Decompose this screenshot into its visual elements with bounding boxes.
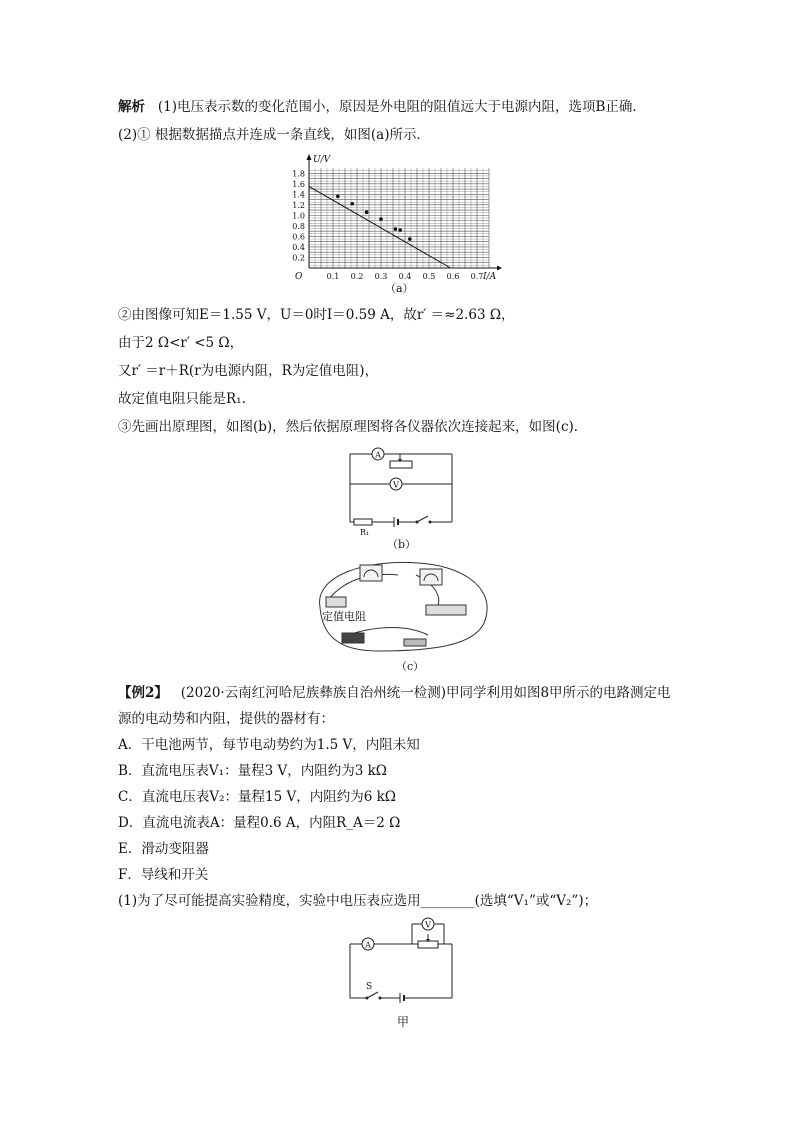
figure-8-caption: 甲 [397, 1015, 410, 1029]
rheostat-icon [390, 461, 412, 468]
analysis-line-4: 由于2 Ω<r′ <5 Ω， [118, 335, 244, 351]
switch-label: S [366, 982, 373, 992]
example-text-1: (2020·云南红河哈尼族彝族自治州统一检测)甲同学利用如图8甲所示的电路测定电 [180, 685, 671, 701]
u-i-chart [285, 150, 525, 295]
ammeter-device-icon [420, 569, 442, 585]
y-tick-label: 1.8 [292, 169, 305, 179]
question-1: (1)为了尽可能提高实验精度，实验中电压表应选用________(选填“V₁”或“V₂”)； [118, 893, 598, 909]
y-tick-label: 1.0 [292, 211, 305, 221]
option-a: A．干电池两节，每节电动势约为1.5 V，内阻未知 [118, 737, 420, 753]
data-point [336, 195, 340, 199]
figure-8-circuit [340, 912, 460, 1016]
y-tick-label: 1.2 [292, 200, 305, 210]
analysis-line-2: (2)① 根据数据描点并连成一条直线，如图(a)所示． [118, 127, 430, 143]
figure-c-wiring [308, 555, 498, 659]
y-tick-label: 1.4 [292, 190, 305, 200]
x-tick-label: 0.3 [374, 272, 388, 281]
switch-icon [367, 992, 378, 998]
ammeter-label: A [375, 450, 381, 460]
y-axis-arrow [307, 154, 312, 160]
y-tick-label: 0.6 [292, 232, 305, 242]
data-point [408, 237, 412, 241]
option-c: C．直流电压表V₂：量程15 V，内阻约为6 kΩ [118, 789, 396, 805]
figure-a-caption: （a） [385, 282, 414, 295]
x-tick-label: 0.6 [446, 272, 460, 281]
resistor-r1-icon [354, 519, 372, 525]
data-point [398, 228, 402, 232]
x-tick-label: 0.1 [326, 272, 340, 281]
switch-device-icon [404, 639, 426, 646]
battery-device-icon [326, 597, 346, 607]
origin-label: O [295, 272, 303, 282]
voltmeter-label: V [393, 480, 399, 490]
y-tick-label: 0.4 [292, 242, 305, 252]
option-f: F．导线和开关 [118, 867, 209, 883]
fig8-ammeter-label: A [365, 940, 371, 950]
analysis-text-1: (1)电压表示数的变化范围小，原因是外电阻的阻值远大于电源内阻，选项B正确． [157, 99, 646, 115]
example-line-2: 源的电动势和内阻，提供的器材有： [118, 711, 334, 727]
y-tick-label: 0.8 [292, 221, 305, 231]
data-point [394, 227, 398, 231]
voltmeter-device-icon [360, 565, 382, 581]
example-line-1 [118, 684, 671, 702]
wiring-drawing [308, 555, 498, 655]
analysis-line-7: ③先画出原理图，如图(b)，然后依据原理图将各仪器依次连接起来，如图(c)． [118, 419, 588, 435]
analysis-line-3: ②由图像可知E＝1.55 V，U＝0时I＝0.59 A，故r′ ＝≈2.63 Ω， [118, 307, 515, 323]
r1-label: R₁ [360, 528, 370, 537]
analysis-line-1 [118, 98, 646, 116]
fixed-resistor-label: 定值电阻 [322, 610, 366, 623]
fig8-voltmeter-label: V [425, 920, 431, 930]
x-tick-label: 0.5 [422, 272, 436, 281]
data-point [379, 217, 383, 221]
resistor-device-icon [342, 633, 364, 643]
figure-a-chart [285, 150, 525, 299]
x-axis-arrow [497, 266, 502, 271]
x-tick-label: 0.4 [398, 272, 412, 281]
x-tick-label: 0.2 [350, 272, 364, 281]
switch-icon [417, 516, 428, 522]
analysis-line-6: 故定值电阻只能是R₁. [118, 391, 246, 407]
analysis-line-5: 又r′ ＝r＋R(r为电源内阻，R为定值电阻)， [118, 363, 379, 379]
option-b: B．直流电压表V₁：量程3 V，内阻约为3 kΩ [118, 763, 387, 779]
figure-b-caption: （b） [387, 538, 417, 551]
data-point [365, 210, 369, 214]
option-d: D．直流电流表A：量程0.6 A，内阻R_A＝2 Ω [118, 815, 401, 831]
fit-line [309, 186, 451, 268]
y-tick-label: 1.6 [292, 179, 305, 189]
x-axis-label: I/A [483, 272, 497, 282]
example-label: 【例2】 [118, 685, 168, 701]
x-tick-label: 0.7 [470, 272, 484, 281]
figure-c-caption: （c） [396, 660, 425, 673]
rheostat-icon [418, 941, 438, 948]
analysis-label: 解析 [118, 99, 145, 115]
data-point [350, 202, 354, 206]
circuit-8 [340, 912, 460, 1012]
y-tick-label: 0.2 [292, 253, 305, 263]
y-axis-label: U/V [313, 155, 331, 165]
rheostat-device-icon [426, 605, 466, 615]
option-e: E．滑动变阻器 [118, 841, 209, 857]
